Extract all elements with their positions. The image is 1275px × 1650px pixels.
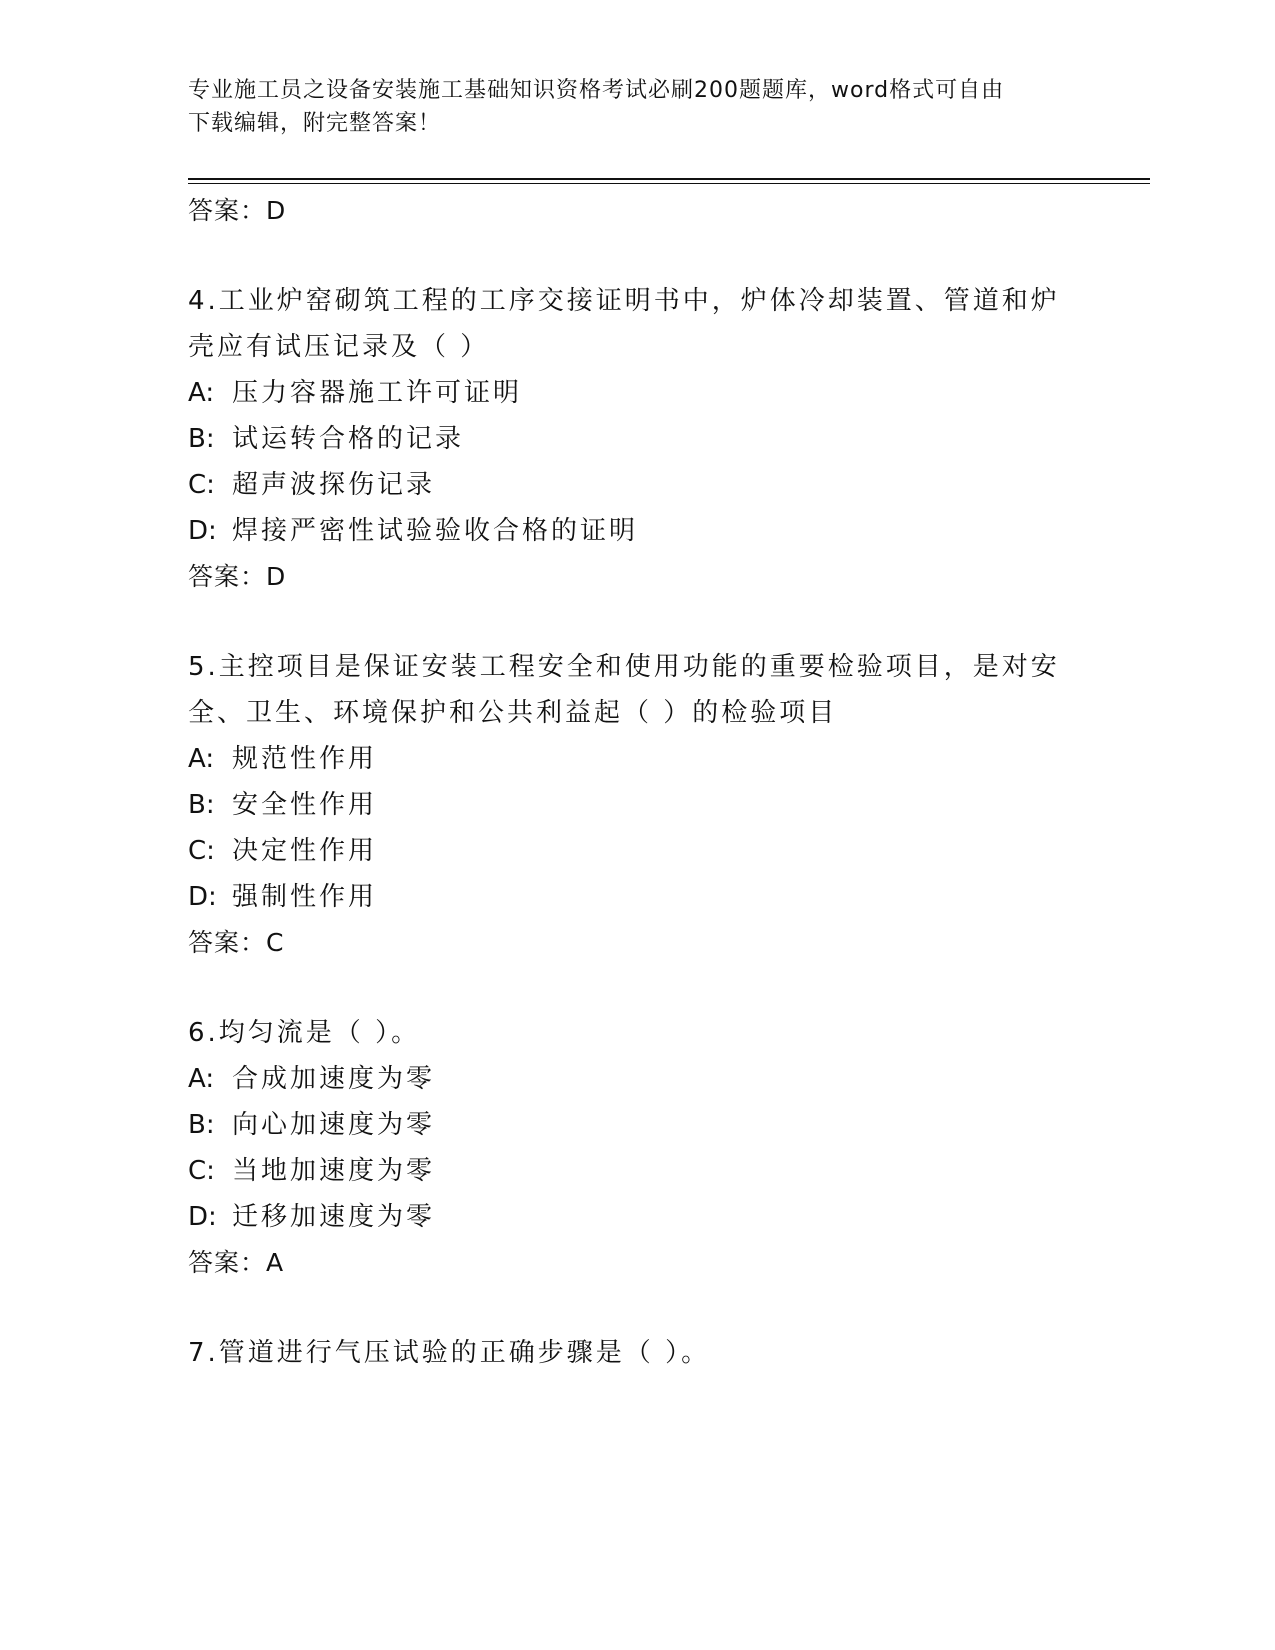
header-line-1: 专业施工员之设备安装施工基础知识资格考试必刷200题题库，word格式可自由 xyxy=(188,78,1005,103)
option-text: 安全性作用 xyxy=(232,790,378,820)
option-c xyxy=(188,828,1088,874)
question-stem-line-1: 7.管道进行气压试验的正确步骤是（ ）。 xyxy=(188,1338,711,1368)
option-text: 当地加速度为零 xyxy=(232,1156,436,1186)
question-stem-line-1: 5.主控项目是保证安装工程安全和使用功能的重要检验项目，是对安 xyxy=(188,652,1060,682)
question-stem xyxy=(188,1330,1088,1376)
option-text: 迁移加速度为零 xyxy=(232,1202,436,1232)
option-text: 试运转合格的记录 xyxy=(232,424,465,454)
option-d xyxy=(188,508,1088,554)
option-key: A: xyxy=(188,378,215,408)
option-key: B: xyxy=(188,790,215,820)
option-key: D: xyxy=(188,1202,217,1232)
option-a xyxy=(188,736,1088,782)
option-c xyxy=(188,462,1088,508)
answer-line: 答案：A xyxy=(188,1248,285,1277)
question-stem xyxy=(188,278,1088,370)
answer-line: 答案：D xyxy=(188,196,287,225)
answer-line: 答案：D xyxy=(188,562,287,591)
option-key: A: xyxy=(188,1064,215,1094)
option-key: D: xyxy=(188,516,217,546)
question-block-7 xyxy=(188,1330,1088,1376)
option-text: 合成加速度为零 xyxy=(232,1064,436,1094)
option-text: 超声波探伤记录 xyxy=(232,470,436,500)
question-stem-line-2: 壳应有试压记录及（ ） xyxy=(188,332,490,362)
option-text: 决定性作用 xyxy=(232,836,378,866)
option-a xyxy=(188,1056,1088,1102)
header-line-2: 下载编辑，附完整答案！ xyxy=(188,111,442,136)
header-rule-thick xyxy=(188,178,1150,180)
option-d xyxy=(188,874,1088,920)
question-content xyxy=(188,188,1088,1376)
option-text: 焊接严密性试验验收合格的证明 xyxy=(232,516,639,546)
question-block-4 xyxy=(188,278,1088,600)
answer-line: 答案：C xyxy=(188,928,285,957)
option-text: 向心加速度为零 xyxy=(232,1110,436,1140)
question-block-6 xyxy=(188,1010,1088,1286)
page-header xyxy=(188,74,1088,140)
option-text: 规范性作用 xyxy=(232,744,378,774)
option-key: C: xyxy=(188,836,215,866)
question-stem xyxy=(188,1010,1088,1056)
option-a xyxy=(188,370,1088,416)
question-stem-line-2: 全、卫生、环境保护和公共利益起（ ）的检验项目 xyxy=(188,698,838,728)
header-rule-thin xyxy=(188,183,1150,184)
option-c xyxy=(188,1148,1088,1194)
option-b xyxy=(188,782,1088,828)
option-key: B: xyxy=(188,1110,215,1140)
question-stem-line-1: 6.均匀流是（ ）。 xyxy=(188,1018,421,1048)
question-block-5 xyxy=(188,644,1088,966)
option-key: C: xyxy=(188,470,215,500)
question-stem xyxy=(188,644,1088,736)
option-text: 压力容器施工许可证明 xyxy=(232,378,523,408)
option-key: B: xyxy=(188,424,215,454)
option-key: A: xyxy=(188,744,215,774)
option-key: C: xyxy=(188,1156,215,1186)
option-text: 强制性作用 xyxy=(232,882,378,912)
option-b xyxy=(188,416,1088,462)
option-key: D: xyxy=(188,882,217,912)
question-stem-line-1: 4.工业炉窑砌筑工程的工序交接证明书中，炉体冷却装置、管道和炉 xyxy=(188,286,1060,316)
option-d xyxy=(188,1194,1088,1240)
option-b xyxy=(188,1102,1088,1148)
